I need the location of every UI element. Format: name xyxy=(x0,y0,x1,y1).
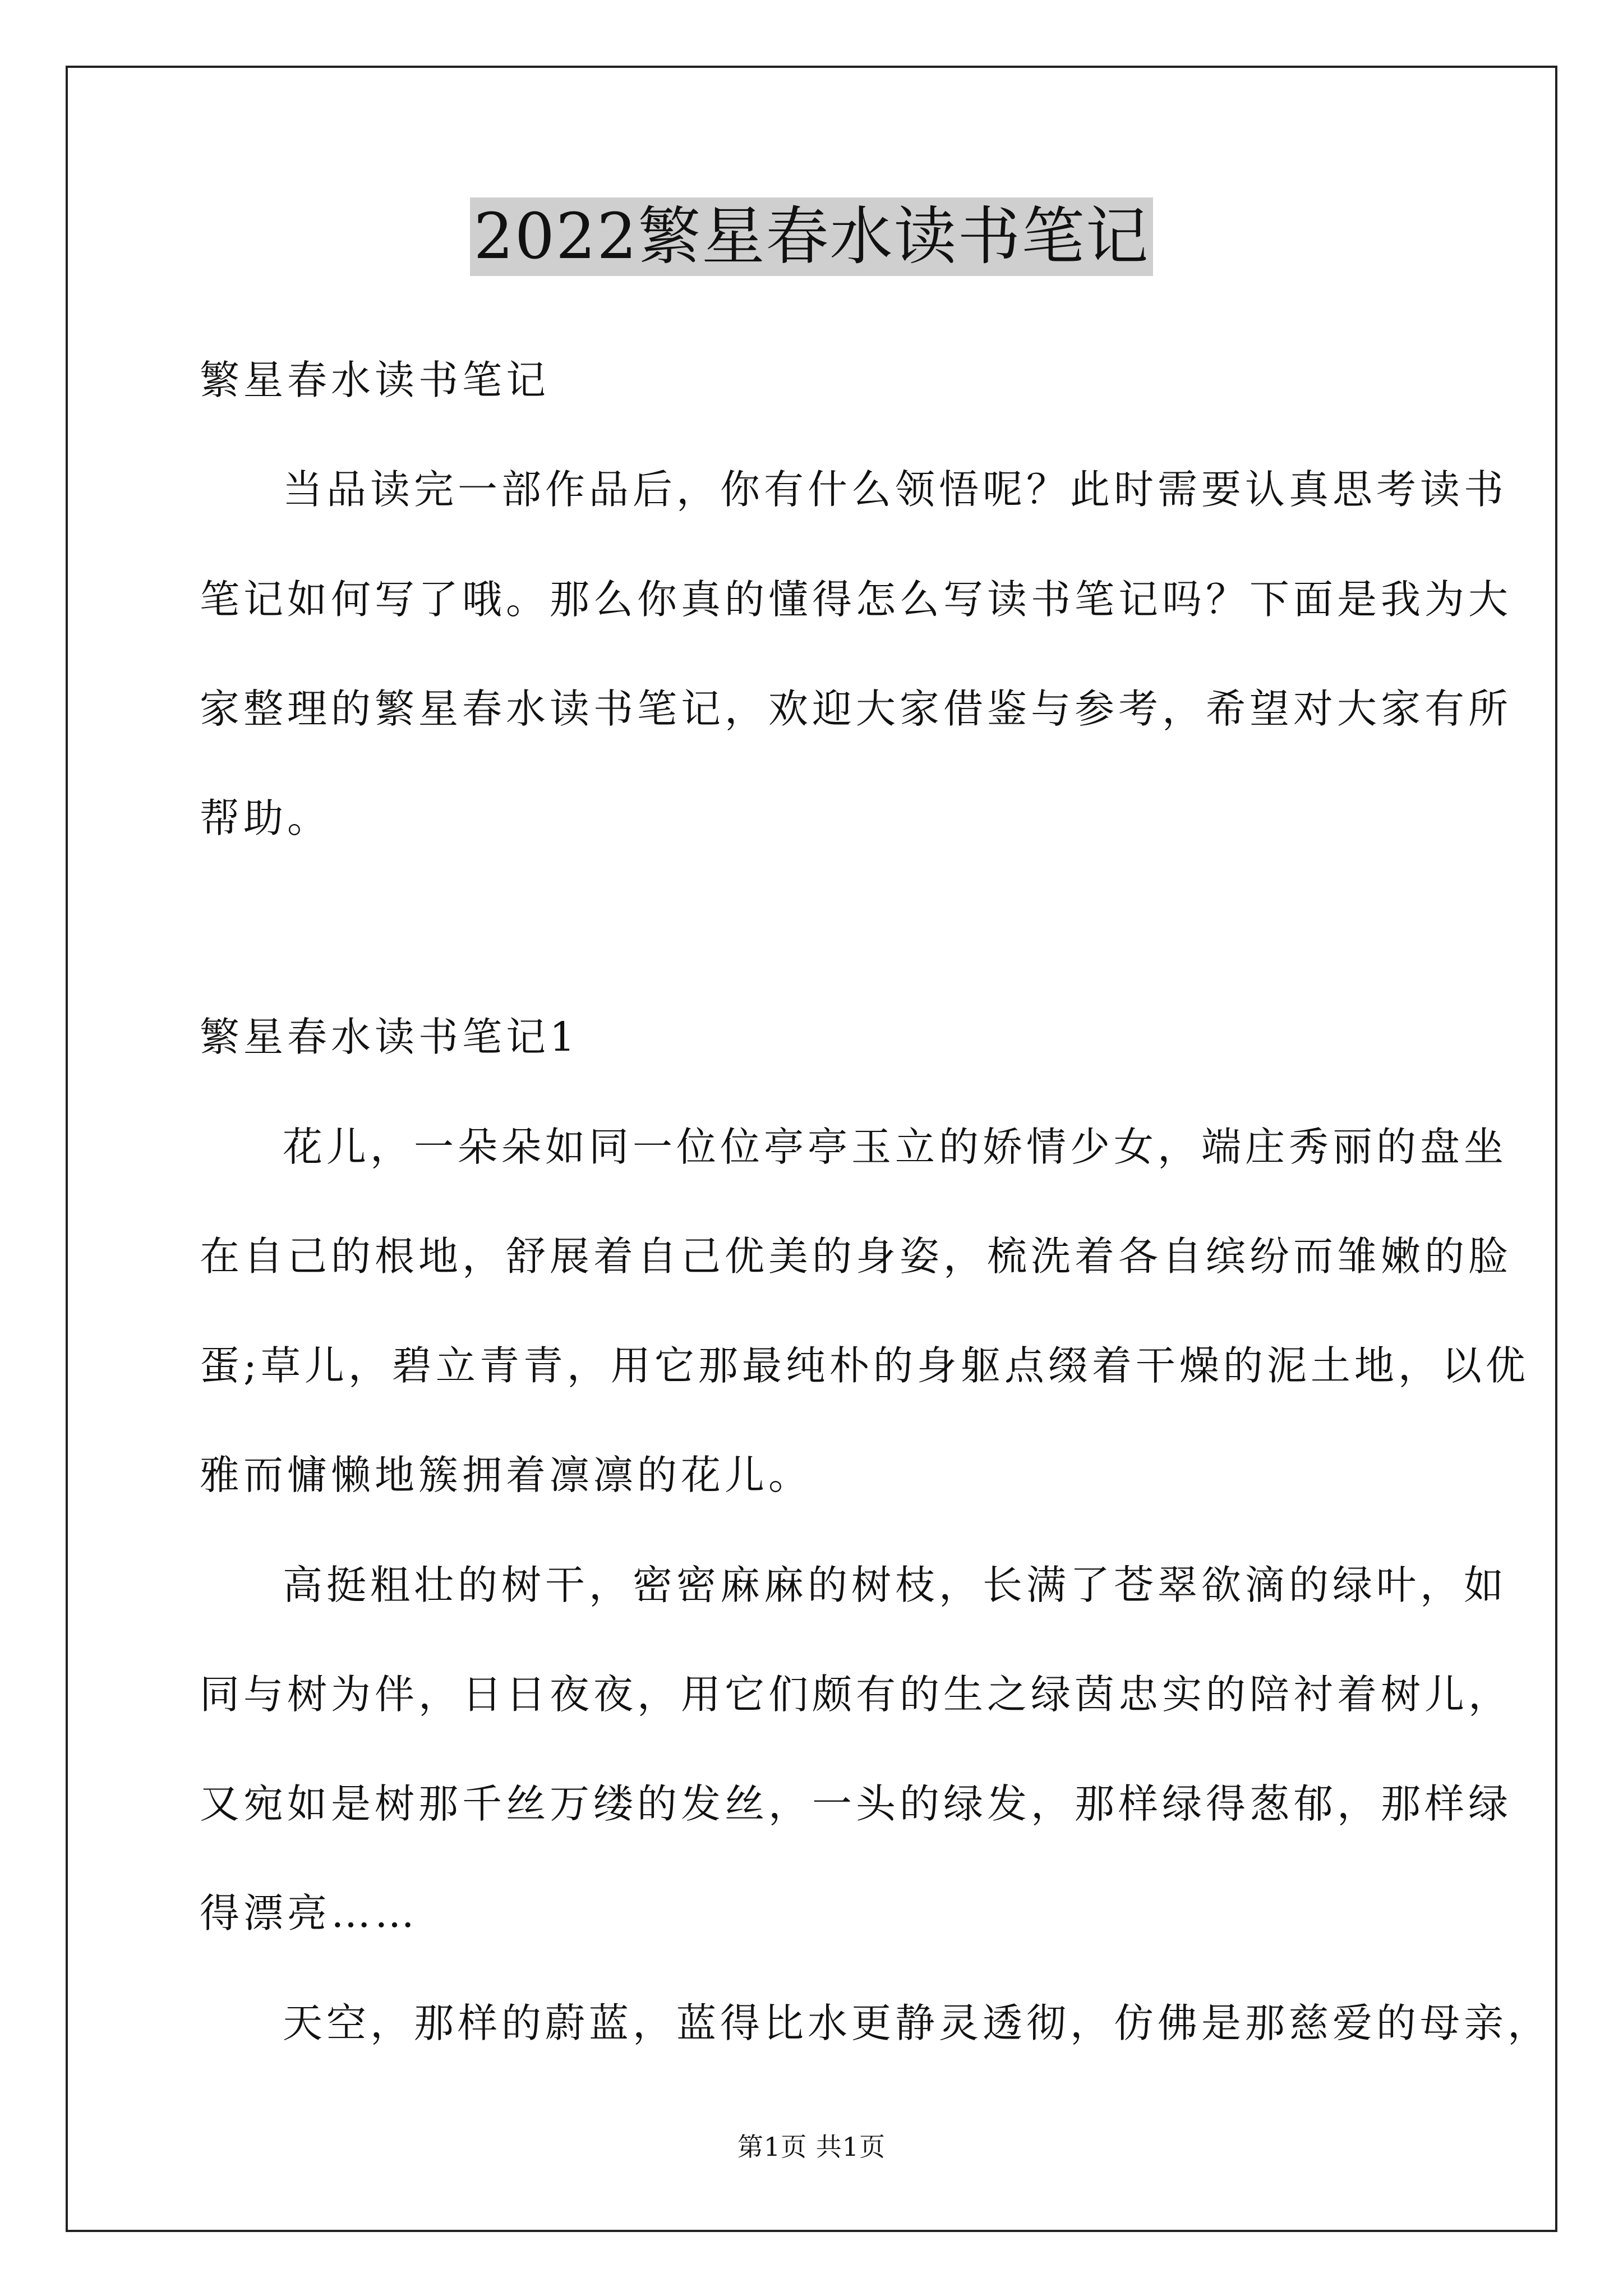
document-title: 2022繁星春水读书笔记 xyxy=(470,197,1152,276)
section-heading-1: 繁星春水读书笔记1 xyxy=(200,1014,579,1060)
paragraph-line: 家整理的繁星春水读书笔记，欢迎大家借鉴与参考，希望对大家有所 xyxy=(200,685,1513,732)
paragraph-line: 雅而慵懒地簇拥着凛凛的花儿。 xyxy=(200,1452,813,1498)
paragraph-line: 天空，那样的蔚蓝，蓝得比水更静灵透彻，仿佛是那慈爱的母亲， xyxy=(283,2000,1552,2046)
paragraph-line: 在自己的根地，舒展着自己优美的身姿，梳洗着各自缤纷而雏嫩的脸 xyxy=(200,1233,1513,1280)
paragraph-line: 得漂亮…… xyxy=(200,1890,419,1936)
title-wrap xyxy=(0,197,1623,276)
page-footer: 第1页 共1页 xyxy=(737,2132,886,2162)
paragraph-line: 同与树为伴，日日夜夜，用它们颇有的生之绿茵忠实的陪衬着树儿， xyxy=(200,1671,1513,1718)
paragraph-line: 笔记如何写了哦。那么你真的懂得怎么写读书笔记吗？下面是我为大 xyxy=(200,576,1513,623)
paragraph-line: 花儿，一朵朵如同一位位亭亭玉立的娇情少女，端庄秀丽的盘坐 xyxy=(283,1124,1508,1170)
paragraph-line: 高挺粗壮的树干，密密麻麻的树枝，长满了苍翠欲滴的绿叶，如 xyxy=(283,1562,1508,1608)
paragraph-line: 帮助。 xyxy=(200,795,331,841)
paragraph-line: 当品读完一部作品后，你有什么领悟呢？此时需要认真思考读书 xyxy=(283,466,1508,513)
paragraph-line: 蛋;草儿，碧立青青，用它那最纯朴的身躯点缀着干燥的泥土地，以优 xyxy=(200,1342,1529,1389)
section-heading-intro: 繁星春水读书笔记 xyxy=(200,357,550,403)
paragraph-line: 又宛如是树那千丝万缕的发丝，一头的绿发，那样绿得葱郁，那样绿 xyxy=(200,1780,1513,1827)
